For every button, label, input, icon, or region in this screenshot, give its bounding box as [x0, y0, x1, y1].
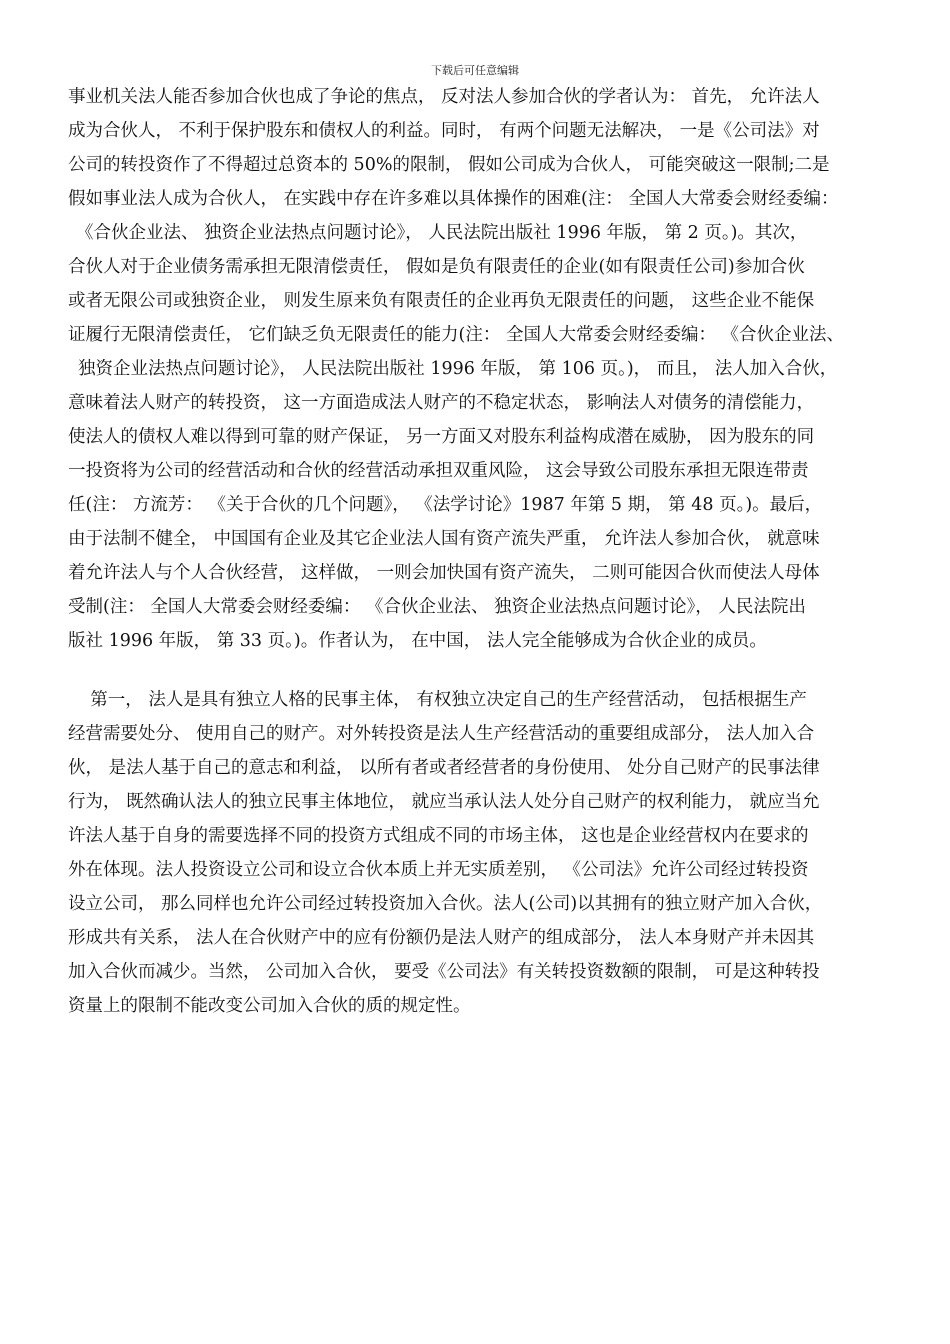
text-line: 独资企业法热点问题讨论》， 人民法院出版社 1996 年版， 第 106 页。)， 而且， 法人加入合伙， [78, 359, 838, 379]
text-line: 公司的转投资作了不得超过总资本的 50%的限制， 假如公司成为合伙人， 可能突破这一限制;二是 [68, 155, 830, 175]
text-line: 版社 1996 年版， 第 33 页。)。作者认为， 在中国， 法人完全能够成为合伙企业的成员。 [68, 631, 767, 651]
text-line: 着允许法人与个人合伙经营， 这样做， 一则会加快国有资产流失， 二则可能因合伙而使法人母体 [68, 563, 820, 583]
text-line: 设立公司， 那么同样也允许公司经过转投资加入合伙。法人(公司)以其拥有的独立财产加入合伙， [68, 894, 823, 914]
text-line: 外在体现。法人投资设立公司和设立合伙本质上并无实质差别， 《公司法》允许公司经过转投资 [68, 860, 809, 880]
text-line: 形成共有关系， 法人在合伙财产中的应有份额仍是法人财产的组成部分， 法人本身财产并未因其 [68, 928, 815, 948]
text-line: 由于法制不健全， 中国国有企业及其它企业法人国有资产流失严重， 允许法人参加合伙， 就意味 [68, 529, 820, 549]
text-line: 证履行无限清偿责任， 它们缺乏负无限责任的能力(注： 全国人大常委会财经委编： 《合伙企业法、 [68, 325, 845, 345]
text-line: 假如事业法人成为合伙人， 在实践中存在许多难以具体操作的困难(注： 全国人大常委会财经委编： [68, 189, 839, 209]
body-text [68, 80, 898, 1023]
page-header: 下载后可任意编辑 [431, 64, 519, 77]
paragraph-2 [68, 683, 898, 1023]
paragraph-gap [68, 658, 898, 683]
text-line: 意味着法人财产的转投资， 这一方面造成法人财产的不稳定状态， 影响法人对债务的清偿能力， [68, 393, 815, 413]
text-line: 合伙人对于企业债务需承担无限清偿责任， 假如是负有限责任的企业(如有限责任公司)参加合伙 [68, 257, 805, 277]
text-line: 使法人的债权人难以得到可靠的财产保证， 另一方面又对股东利益构成潜在威胁， 因为股东的同 [68, 427, 815, 447]
paragraph-1 [68, 80, 898, 658]
text-line: 伙， 是法人基于自己的意志和利益， 以所有者或者经营者的身份使用、 处分自己财产的民事法律 [68, 758, 820, 778]
text-line: 受制(注： 全国人大常委会财经委编： 《合伙企业法、 独资企业法热点问题讨论》， 人民法院出 [68, 597, 806, 617]
text-line: 经营需要处分、 使用自己的财产。对外转投资是法人生产经营活动的重要组成部分， 法人加入合 [68, 724, 815, 744]
text-line: 许法人基于自身的需要选择不同的投资方式组成不同的市场主体， 这也是企业经营权内在要求的 [68, 826, 809, 846]
text-line: 成为合伙人， 不利于保护股东和债权人的利益。同时， 有两个问题无法解决， 一是《公司法》对 [68, 121, 820, 141]
text-line: 加入合伙而减少。当然， 公司加入合伙， 要受《公司法》有关转投资数额的限制， 可是这种转投 [68, 962, 820, 982]
text-line: 《合伙企业法、 独资企业法热点问题讨论》， 人民法院出版社 1996 年版， 第 2 页。)。其次， [76, 223, 808, 243]
text-line: 一投资将为公司的经营活动和合伙的经营活动承担双重风险， 这会导致公司股东承担无限连带责 [68, 461, 809, 481]
text-line: 或者无限公司或独资企业， 则发生原来负有限责任的企业再负无限责任的问题， 这些企业不能保 [68, 291, 815, 311]
text-line: 事业机关法人能否参加合伙也成了争论的焦点， 反对法人参加合伙的学者认为： 首先， 允许法人 [68, 87, 820, 107]
text-line: 资量上的限制不能改变公司加入合伙的质的规定性。 [68, 996, 471, 1016]
text-line: 第一， 法人是具有独立人格的民事主体， 有权独立决定自己的生产经营活动， 包括根据生产 [68, 690, 807, 710]
text-line: 行为， 既然确认法人的独立民事主体地位， 就应当承认法人处分自己财产的权利能力， 就应当允 [68, 792, 820, 812]
text-line: 任(注： 方流芳： 《关于合伙的几个问题》， 《法学讨论》1987 年第 5 期， 第 48 页。)。最后， [68, 495, 823, 515]
